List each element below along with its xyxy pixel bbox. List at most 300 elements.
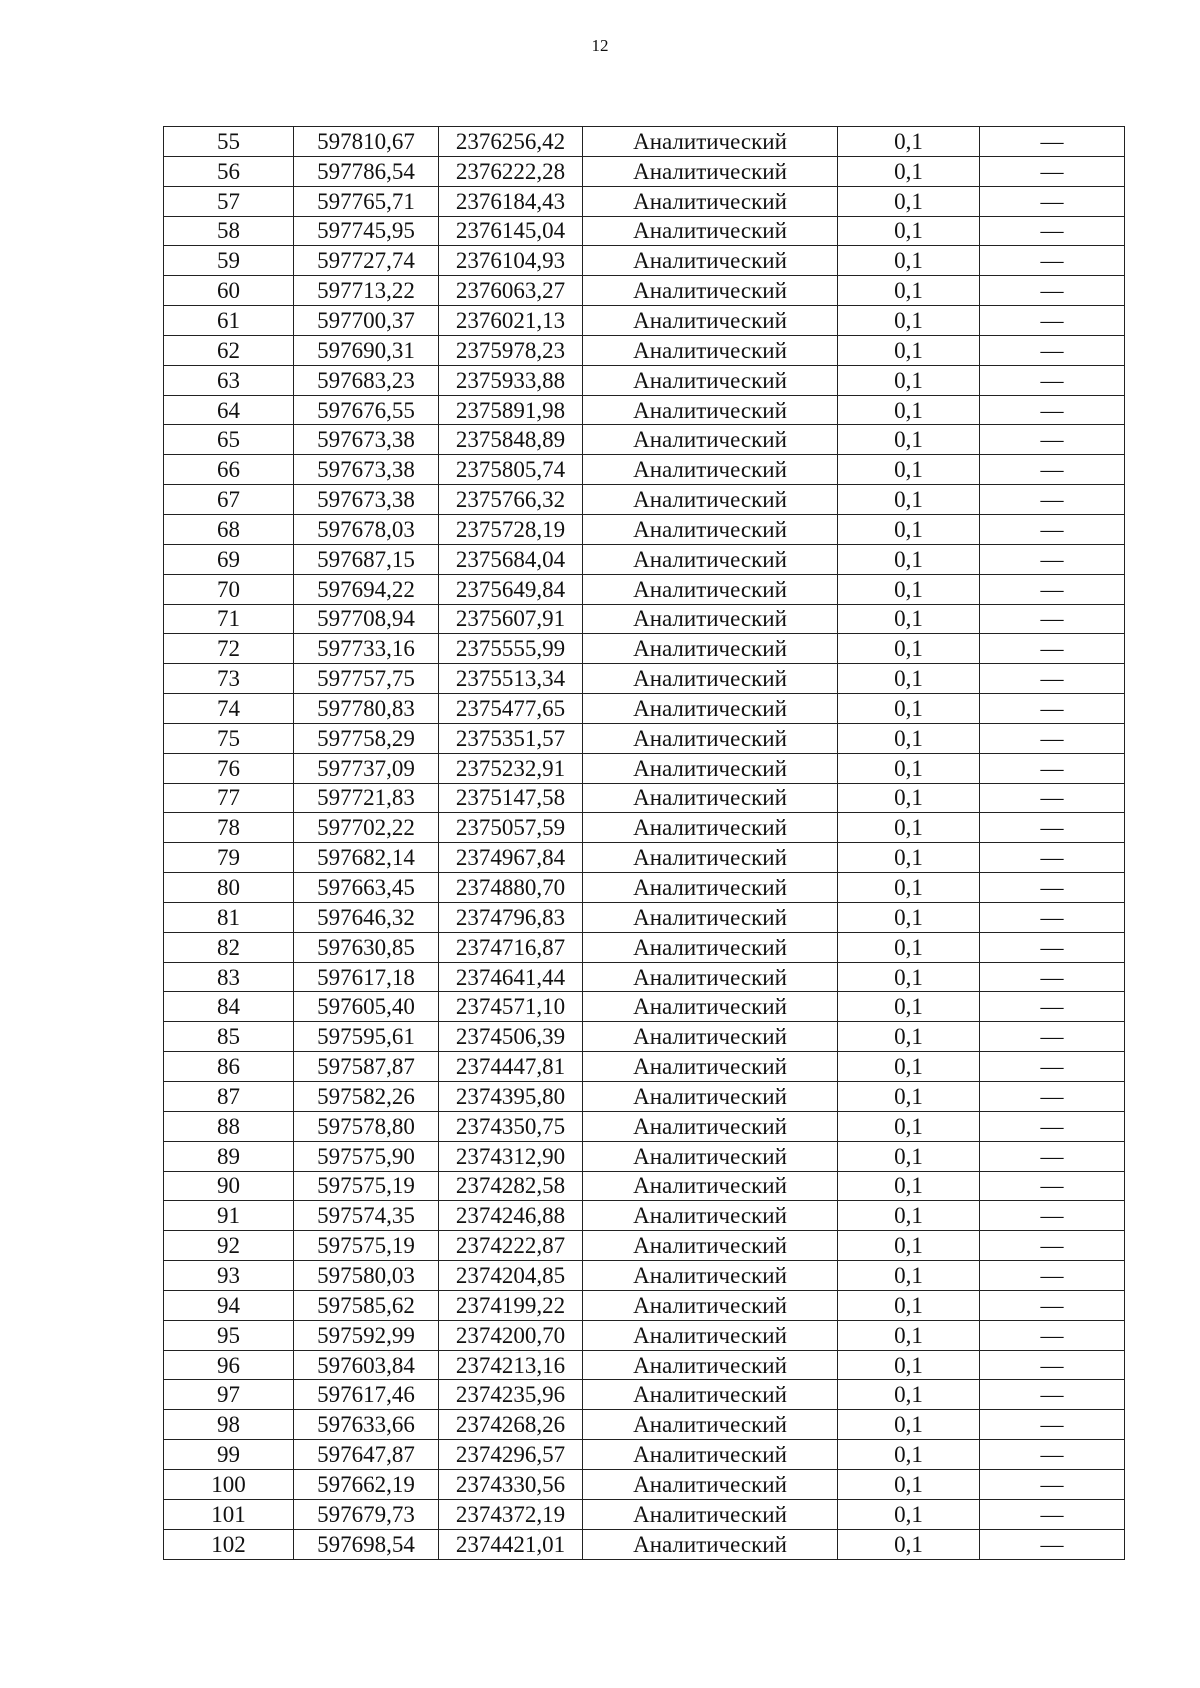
note-cell: —: [980, 425, 1125, 455]
point-number-cell: 71: [164, 604, 294, 634]
note-cell: —: [980, 1201, 1125, 1231]
method-cell: Аналитический: [583, 455, 838, 485]
note-cell: —: [980, 127, 1125, 157]
point-number-cell: 81: [164, 902, 294, 932]
y-coordinate-cell: 2376145,04: [439, 216, 583, 246]
accuracy-cell: 0,1: [838, 186, 980, 216]
accuracy-cell: 0,1: [838, 1201, 980, 1231]
x-coordinate-cell: 597679,73: [294, 1499, 439, 1529]
method-cell: Аналитический: [583, 1261, 838, 1291]
x-coordinate-cell: 597587,87: [294, 1052, 439, 1082]
note-cell: —: [980, 664, 1125, 694]
accuracy-cell: 0,1: [838, 485, 980, 515]
y-coordinate-cell: 2375232,91: [439, 753, 583, 783]
method-cell: Аналитический: [583, 395, 838, 425]
y-coordinate-cell: 2374641,44: [439, 962, 583, 992]
note-cell: —: [980, 1290, 1125, 1320]
table-row: [164, 365, 1125, 395]
accuracy-cell: 0,1: [838, 156, 980, 186]
point-number-cell: 82: [164, 932, 294, 962]
table-row: [164, 783, 1125, 813]
y-coordinate-cell: 2374200,70: [439, 1320, 583, 1350]
accuracy-cell: 0,1: [838, 1440, 980, 1470]
accuracy-cell: 0,1: [838, 544, 980, 574]
table-row: [164, 694, 1125, 724]
point-number-cell: 90: [164, 1171, 294, 1201]
method-cell: Аналитический: [583, 1201, 838, 1231]
method-cell: Аналитический: [583, 1231, 838, 1261]
note-cell: —: [980, 753, 1125, 783]
note-cell: —: [980, 962, 1125, 992]
method-cell: Аналитический: [583, 902, 838, 932]
point-number-cell: 77: [164, 783, 294, 813]
accuracy-cell: 0,1: [838, 902, 980, 932]
accuracy-cell: 0,1: [838, 127, 980, 157]
y-coordinate-cell: 2375555,99: [439, 634, 583, 664]
table-row: [164, 1380, 1125, 1410]
accuracy-cell: 0,1: [838, 1410, 980, 1440]
x-coordinate-cell: 597673,38: [294, 485, 439, 515]
y-coordinate-cell: 2374199,22: [439, 1290, 583, 1320]
method-cell: Аналитический: [583, 365, 838, 395]
x-coordinate-cell: 597663,45: [294, 873, 439, 903]
note-cell: —: [980, 1320, 1125, 1350]
note-cell: —: [980, 514, 1125, 544]
accuracy-cell: 0,1: [838, 1111, 980, 1141]
note-cell: —: [980, 1261, 1125, 1291]
accuracy-cell: 0,1: [838, 514, 980, 544]
table-row: [164, 1440, 1125, 1470]
x-coordinate-cell: 597575,90: [294, 1141, 439, 1171]
y-coordinate-cell: 2374796,83: [439, 902, 583, 932]
table-row: [164, 1111, 1125, 1141]
accuracy-cell: 0,1: [838, 335, 980, 365]
note-cell: —: [980, 395, 1125, 425]
table-row: [164, 127, 1125, 157]
x-coordinate-cell: 597758,29: [294, 723, 439, 753]
note-cell: —: [980, 1171, 1125, 1201]
y-coordinate-cell: 2376021,13: [439, 306, 583, 336]
table-row: [164, 514, 1125, 544]
accuracy-cell: 0,1: [838, 1052, 980, 1082]
accuracy-cell: 0,1: [838, 1171, 980, 1201]
x-coordinate-cell: 597721,83: [294, 783, 439, 813]
method-cell: Аналитический: [583, 664, 838, 694]
x-coordinate-cell: 597605,40: [294, 992, 439, 1022]
note-cell: —: [980, 694, 1125, 724]
y-coordinate-cell: 2375351,57: [439, 723, 583, 753]
y-coordinate-cell: 2375848,89: [439, 425, 583, 455]
method-cell: Аналитический: [583, 246, 838, 276]
accuracy-cell: 0,1: [838, 1290, 980, 1320]
x-coordinate-cell: 597646,32: [294, 902, 439, 932]
accuracy-cell: 0,1: [838, 1380, 980, 1410]
x-coordinate-cell: 597810,67: [294, 127, 439, 157]
method-cell: Аналитический: [583, 1410, 838, 1440]
table-row: [164, 1410, 1125, 1440]
method-cell: Аналитический: [583, 544, 838, 574]
table-row: [164, 1082, 1125, 1112]
note-cell: —: [980, 216, 1125, 246]
point-number-cell: 62: [164, 335, 294, 365]
method-cell: Аналитический: [583, 156, 838, 186]
accuracy-cell: 0,1: [838, 1141, 980, 1171]
y-coordinate-cell: 2374296,57: [439, 1440, 583, 1470]
method-cell: Аналитический: [583, 1022, 838, 1052]
accuracy-cell: 0,1: [838, 634, 980, 664]
method-cell: Аналитический: [583, 1440, 838, 1470]
accuracy-cell: 0,1: [838, 873, 980, 903]
method-cell: Аналитический: [583, 1052, 838, 1082]
note-cell: —: [980, 485, 1125, 515]
x-coordinate-cell: 597702,22: [294, 813, 439, 843]
x-coordinate-cell: 597647,87: [294, 1440, 439, 1470]
y-coordinate-cell: 2374716,87: [439, 932, 583, 962]
note-cell: —: [980, 932, 1125, 962]
table-row: [164, 604, 1125, 634]
note-cell: —: [980, 455, 1125, 485]
accuracy-cell: 0,1: [838, 306, 980, 336]
method-cell: Аналитический: [583, 1171, 838, 1201]
point-number-cell: 68: [164, 514, 294, 544]
point-number-cell: 89: [164, 1141, 294, 1171]
x-coordinate-cell: 597592,99: [294, 1320, 439, 1350]
table-row: [164, 813, 1125, 843]
point-number-cell: 86: [164, 1052, 294, 1082]
y-coordinate-cell: 2374447,81: [439, 1052, 583, 1082]
note-cell: —: [980, 574, 1125, 604]
point-number-cell: 96: [164, 1350, 294, 1380]
accuracy-cell: 0,1: [838, 1499, 980, 1529]
point-number-cell: 99: [164, 1440, 294, 1470]
accuracy-cell: 0,1: [838, 216, 980, 246]
y-coordinate-cell: 2375477,65: [439, 694, 583, 724]
table-row: [164, 574, 1125, 604]
point-number-cell: 73: [164, 664, 294, 694]
table-row: [164, 1320, 1125, 1350]
note-cell: —: [980, 992, 1125, 1022]
method-cell: Аналитический: [583, 514, 838, 544]
point-number-cell: 85: [164, 1022, 294, 1052]
y-coordinate-cell: 2376063,27: [439, 276, 583, 306]
accuracy-cell: 0,1: [838, 1231, 980, 1261]
y-coordinate-cell: 2375607,91: [439, 604, 583, 634]
method-cell: Аналитический: [583, 1082, 838, 1112]
x-coordinate-cell: 597780,83: [294, 694, 439, 724]
x-coordinate-cell: 597708,94: [294, 604, 439, 634]
y-coordinate-cell: 2374571,10: [439, 992, 583, 1022]
y-coordinate-cell: 2374506,39: [439, 1022, 583, 1052]
accuracy-cell: 0,1: [838, 395, 980, 425]
note-cell: —: [980, 156, 1125, 186]
note-cell: —: [980, 1052, 1125, 1082]
method-cell: Аналитический: [583, 783, 838, 813]
note-cell: —: [980, 723, 1125, 753]
point-number-cell: 70: [164, 574, 294, 604]
point-number-cell: 61: [164, 306, 294, 336]
note-cell: —: [980, 813, 1125, 843]
accuracy-cell: 0,1: [838, 783, 980, 813]
accuracy-cell: 0,1: [838, 425, 980, 455]
table-row: [164, 395, 1125, 425]
y-coordinate-cell: 2376184,43: [439, 186, 583, 216]
table-row: [164, 634, 1125, 664]
y-coordinate-cell: 2375805,74: [439, 455, 583, 485]
method-cell: Аналитический: [583, 873, 838, 903]
x-coordinate-cell: 597757,75: [294, 664, 439, 694]
y-coordinate-cell: 2374880,70: [439, 873, 583, 903]
method-cell: Аналитический: [583, 1499, 838, 1529]
x-coordinate-cell: 597574,35: [294, 1201, 439, 1231]
method-cell: Аналитический: [583, 1380, 838, 1410]
point-number-cell: 94: [164, 1290, 294, 1320]
method-cell: Аналитический: [583, 932, 838, 962]
accuracy-cell: 0,1: [838, 813, 980, 843]
accuracy-cell: 0,1: [838, 1469, 980, 1499]
point-number-cell: 59: [164, 246, 294, 276]
accuracy-cell: 0,1: [838, 1350, 980, 1380]
table-row: [164, 873, 1125, 903]
table-row: [164, 664, 1125, 694]
method-cell: Аналитический: [583, 276, 838, 306]
x-coordinate-cell: 597700,37: [294, 306, 439, 336]
point-number-cell: 101: [164, 1499, 294, 1529]
point-number-cell: 93: [164, 1261, 294, 1291]
y-coordinate-cell: 2374421,01: [439, 1529, 583, 1559]
point-number-cell: 83: [164, 962, 294, 992]
x-coordinate-cell: 597765,71: [294, 186, 439, 216]
y-coordinate-cell: 2375057,59: [439, 813, 583, 843]
table-row: [164, 544, 1125, 574]
accuracy-cell: 0,1: [838, 1082, 980, 1112]
point-number-cell: 88: [164, 1111, 294, 1141]
note-cell: —: [980, 1469, 1125, 1499]
point-number-cell: 84: [164, 992, 294, 1022]
table-row: [164, 216, 1125, 246]
point-number-cell: 87: [164, 1082, 294, 1112]
table-row: [164, 276, 1125, 306]
note-cell: —: [980, 1111, 1125, 1141]
accuracy-cell: 0,1: [838, 1261, 980, 1291]
point-number-cell: 95: [164, 1320, 294, 1350]
note-cell: —: [980, 902, 1125, 932]
method-cell: Аналитический: [583, 1111, 838, 1141]
method-cell: Аналитический: [583, 634, 838, 664]
table-row: [164, 1529, 1125, 1559]
x-coordinate-cell: 597683,23: [294, 365, 439, 395]
method-cell: Аналитический: [583, 843, 838, 873]
y-coordinate-cell: 2374312,90: [439, 1141, 583, 1171]
table-row: [164, 992, 1125, 1022]
note-cell: —: [980, 1499, 1125, 1529]
point-number-cell: 55: [164, 127, 294, 157]
y-coordinate-cell: 2375891,98: [439, 395, 583, 425]
table-row: [164, 1499, 1125, 1529]
table-row: [164, 306, 1125, 336]
y-coordinate-cell: 2374204,85: [439, 1261, 583, 1291]
point-number-cell: 67: [164, 485, 294, 515]
point-number-cell: 57: [164, 186, 294, 216]
x-coordinate-cell: 597698,54: [294, 1529, 439, 1559]
y-coordinate-cell: 2374213,16: [439, 1350, 583, 1380]
method-cell: Аналитический: [583, 306, 838, 336]
table-row: [164, 156, 1125, 186]
note-cell: —: [980, 1231, 1125, 1261]
table-row: [164, 186, 1125, 216]
note-cell: —: [980, 186, 1125, 216]
point-number-cell: 78: [164, 813, 294, 843]
point-number-cell: 66: [164, 455, 294, 485]
point-number-cell: 74: [164, 694, 294, 724]
point-number-cell: 75: [164, 723, 294, 753]
table-row: [164, 1141, 1125, 1171]
y-coordinate-cell: 2374235,96: [439, 1380, 583, 1410]
x-coordinate-cell: 597727,74: [294, 246, 439, 276]
y-coordinate-cell: 2375684,04: [439, 544, 583, 574]
x-coordinate-cell: 597682,14: [294, 843, 439, 873]
note-cell: —: [980, 1529, 1125, 1559]
note-cell: —: [980, 634, 1125, 664]
y-coordinate-cell: 2375728,19: [439, 514, 583, 544]
note-cell: —: [980, 1082, 1125, 1112]
method-cell: Аналитический: [583, 1350, 838, 1380]
method-cell: Аналитический: [583, 1141, 838, 1171]
accuracy-cell: 0,1: [838, 1022, 980, 1052]
y-coordinate-cell: 2375147,58: [439, 783, 583, 813]
accuracy-cell: 0,1: [838, 1529, 980, 1559]
point-number-cell: 63: [164, 365, 294, 395]
method-cell: Аналитический: [583, 425, 838, 455]
point-number-cell: 64: [164, 395, 294, 425]
note-cell: —: [980, 843, 1125, 873]
note-cell: —: [980, 276, 1125, 306]
x-coordinate-cell: 597580,03: [294, 1261, 439, 1291]
x-coordinate-cell: 597617,18: [294, 962, 439, 992]
accuracy-cell: 0,1: [838, 962, 980, 992]
x-coordinate-cell: 597662,19: [294, 1469, 439, 1499]
note-cell: —: [980, 1440, 1125, 1470]
method-cell: Аналитический: [583, 753, 838, 783]
table-row: [164, 843, 1125, 873]
x-coordinate-cell: 597578,80: [294, 1111, 439, 1141]
note-cell: —: [980, 873, 1125, 903]
x-coordinate-cell: 597678,03: [294, 514, 439, 544]
method-cell: Аналитический: [583, 1290, 838, 1320]
accuracy-cell: 0,1: [838, 455, 980, 485]
x-coordinate-cell: 597633,66: [294, 1410, 439, 1440]
accuracy-cell: 0,1: [838, 1320, 980, 1350]
note-cell: —: [980, 306, 1125, 336]
accuracy-cell: 0,1: [838, 664, 980, 694]
y-coordinate-cell: 2374395,80: [439, 1082, 583, 1112]
point-number-cell: 76: [164, 753, 294, 783]
accuracy-cell: 0,1: [838, 365, 980, 395]
note-cell: —: [980, 246, 1125, 276]
method-cell: Аналитический: [583, 186, 838, 216]
method-cell: Аналитический: [583, 1320, 838, 1350]
point-number-cell: 98: [164, 1410, 294, 1440]
y-coordinate-cell: 2374967,84: [439, 843, 583, 873]
accuracy-cell: 0,1: [838, 694, 980, 724]
method-cell: Аналитический: [583, 127, 838, 157]
note-cell: —: [980, 1022, 1125, 1052]
x-coordinate-cell: 597745,95: [294, 216, 439, 246]
table-row: [164, 1469, 1125, 1499]
y-coordinate-cell: 2375978,23: [439, 335, 583, 365]
point-number-cell: 69: [164, 544, 294, 574]
y-coordinate-cell: 2374246,88: [439, 1201, 583, 1231]
accuracy-cell: 0,1: [838, 246, 980, 276]
note-cell: —: [980, 1141, 1125, 1171]
x-coordinate-cell: 597733,16: [294, 634, 439, 664]
accuracy-cell: 0,1: [838, 753, 980, 783]
table-row: [164, 246, 1125, 276]
accuracy-cell: 0,1: [838, 604, 980, 634]
x-coordinate-cell: 597786,54: [294, 156, 439, 186]
x-coordinate-cell: 597575,19: [294, 1171, 439, 1201]
method-cell: Аналитический: [583, 1469, 838, 1499]
y-coordinate-cell: 2376256,42: [439, 127, 583, 157]
table-row: [164, 1231, 1125, 1261]
note-cell: —: [980, 604, 1125, 634]
point-number-cell: 102: [164, 1529, 294, 1559]
method-cell: Аналитический: [583, 485, 838, 515]
method-cell: Аналитический: [583, 813, 838, 843]
table-row: [164, 902, 1125, 932]
page-number: 12: [591, 36, 609, 55]
point-number-cell: 56: [164, 156, 294, 186]
x-coordinate-cell: 597690,31: [294, 335, 439, 365]
x-coordinate-cell: 597582,26: [294, 1082, 439, 1112]
accuracy-cell: 0,1: [838, 992, 980, 1022]
method-cell: Аналитический: [583, 1529, 838, 1559]
point-number-cell: 58: [164, 216, 294, 246]
table-row: [164, 1290, 1125, 1320]
method-cell: Аналитический: [583, 992, 838, 1022]
y-coordinate-cell: 2374282,58: [439, 1171, 583, 1201]
accuracy-cell: 0,1: [838, 723, 980, 753]
x-coordinate-cell: 597595,61: [294, 1022, 439, 1052]
note-cell: —: [980, 1380, 1125, 1410]
y-coordinate-cell: 2376104,93: [439, 246, 583, 276]
note-cell: —: [980, 1350, 1125, 1380]
x-coordinate-cell: 597713,22: [294, 276, 439, 306]
y-coordinate-cell: 2374330,56: [439, 1469, 583, 1499]
note-cell: —: [980, 783, 1125, 813]
point-number-cell: 79: [164, 843, 294, 873]
accuracy-cell: 0,1: [838, 843, 980, 873]
y-coordinate-cell: 2374372,19: [439, 1499, 583, 1529]
table-row: [164, 1052, 1125, 1082]
table-row: [164, 1022, 1125, 1052]
note-cell: —: [980, 1410, 1125, 1440]
point-number-cell: 80: [164, 873, 294, 903]
table-row: [164, 1261, 1125, 1291]
point-number-cell: 60: [164, 276, 294, 306]
x-coordinate-cell: 597694,22: [294, 574, 439, 604]
y-coordinate-cell: 2374350,75: [439, 1111, 583, 1141]
point-number-cell: 97: [164, 1380, 294, 1410]
point-number-cell: 72: [164, 634, 294, 664]
y-coordinate-cell: 2375649,84: [439, 574, 583, 604]
coordinates-table: [163, 126, 1125, 1560]
y-coordinate-cell: 2374222,87: [439, 1231, 583, 1261]
y-coordinate-cell: 2375933,88: [439, 365, 583, 395]
x-coordinate-cell: 597575,19: [294, 1231, 439, 1261]
method-cell: Аналитический: [583, 604, 838, 634]
table-row: [164, 932, 1125, 962]
point-number-cell: 91: [164, 1201, 294, 1231]
